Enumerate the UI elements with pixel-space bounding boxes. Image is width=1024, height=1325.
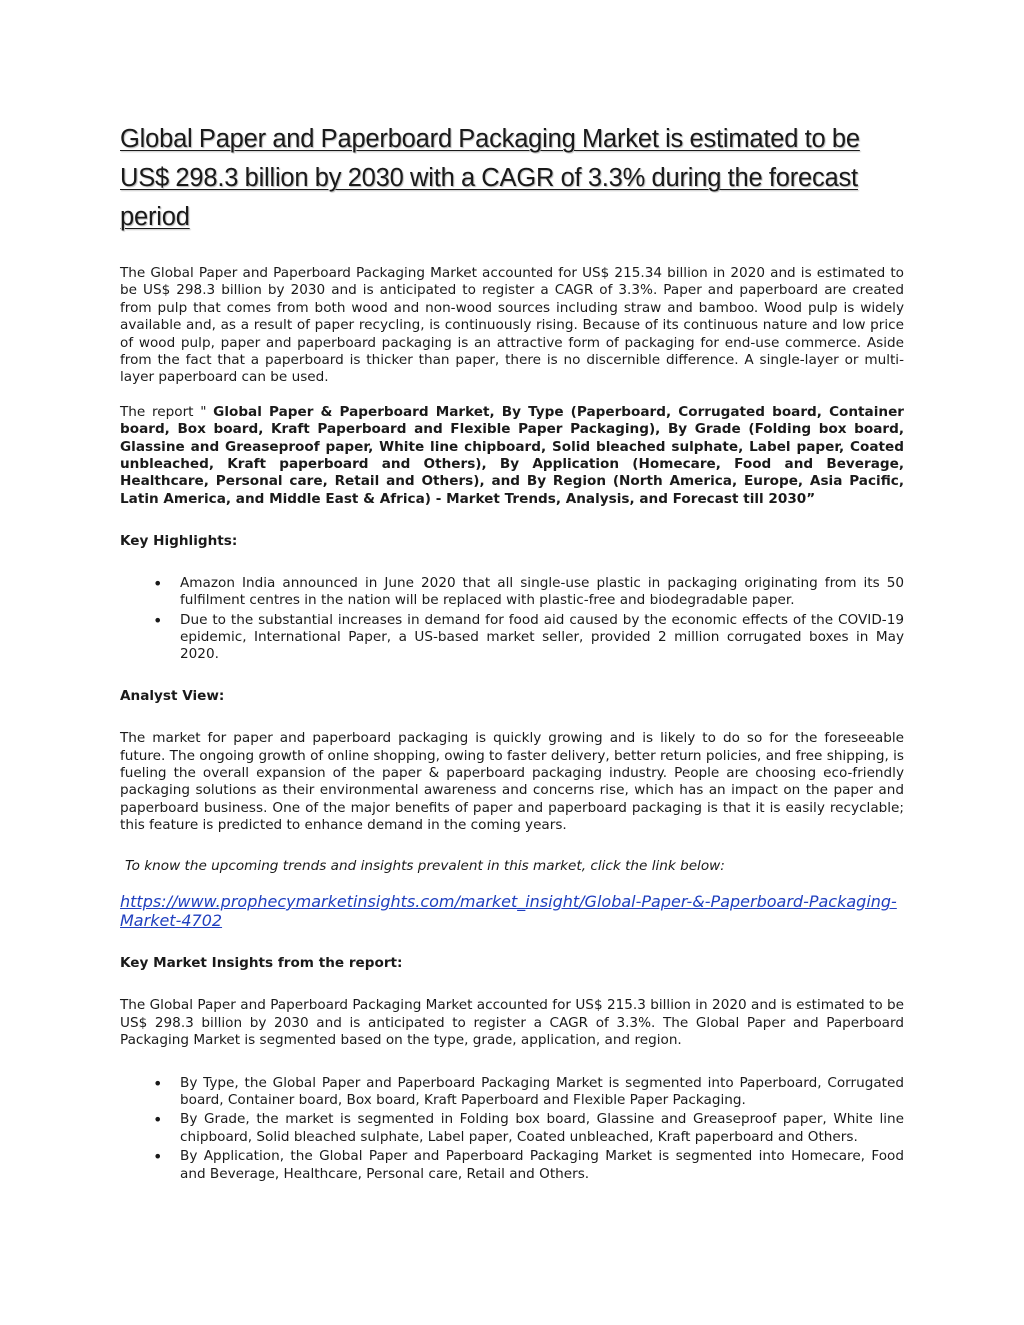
bullet-icon: • [153,573,163,593]
document-page [120,120,904,1207]
page-title: Global Paper and Paperboard Packaging Market is estimated to be US$ 298.3 billion by 2030 with a CAGR of 3.3% during the forecast period [120,125,860,231]
key-highlights-list [120,575,904,664]
report-paragraph [120,404,904,508]
key-insights-paragraph: The Global Paper and Paperboard Packaging Market accounted for US$ 215.3 billion in 2020 and is estimated to be US$ 298.3 billion by 2030 and is anticipated to register a CAGR of 3.3%. The Global Paper and Paperboard Packaging Market is segmented based on the type, grade, application, and region. [120,997,904,1049]
list-item-text: Due to the substantial increases in demand for food aid caused by the economic effects of the COVID-19 epidemic, International Paper, a US-based market seller, provided 2 million corrugated boxes in May 2020. [180,611,904,663]
bullet-icon: • [153,1073,163,1093]
list-item-text: By Type, the Global Paper and Paperboard Packaging Market is segmented into Paperboard, Corrugated board, Container board, Box board, Kraft Paperboard and Flexible Paper Packaging. [180,1074,904,1108]
list-item [153,1110,904,1146]
report-prefix: The report " [120,403,214,420]
key-insights-list [120,1075,904,1183]
report-name: Global Paper & Paperboard Market, By Type (Paperboard, Corrugated board, Container board, Box board, Kraft Paperboard and Flexible Paper Packaging), By Grade (Folding box board, Glassine and Greaseproof paper, White line chipboard, Solid bleached sulphate, Label paper, Coated unbleached, Kraft paperboard and Others), By Application (Homecare, Food and Beverage, Healthcare, Personal care, Retail and Others), and By Region (North America, Europe, Asia Pacific, Latin America, and Middle East & Africa) - Market Trends, Analysis, and Forecast till 2030” [120,403,904,507]
cta-text: To know the upcoming trends and insights prevalent in this market, click the link below: [125,857,725,874]
analyst-view-heading: Analyst View: [120,687,225,704]
list-item [153,1147,904,1183]
key-highlights-heading: Key Highlights: [120,533,238,550]
list-item [153,573,904,610]
analyst-view-paragraph: The market for paper and paperboard packaging is quickly growing and is likely to do so for the foreseeable future. The ongoing growth of online shopping, owing to faster delivery, better return policies, and free shipping, is fueling the overall expansion of the paper & paperboard packaging industry. People are choosing eco-friendly packaging solutions as their environmental awareness and concerns rise, which has an impact on the paper and paperboard business. One of the major benefits of paper and paperboard packaging is that it is easily recyclable; this feature is predicted to enhance demand in the coming years. [120,730,904,834]
list-item [153,1073,904,1110]
list-item-text: Amazon India announced in June 2020 that all single-use plastic in packaging originating from its 50 fulfilment centres in the nation will be replaced with plastic-free and biodegradable paper. [180,574,904,609]
bullet-icon: • [153,610,163,630]
list-item [153,610,904,664]
intro-paragraph: The Global Paper and Paperboard Packaging Market accounted for US$ 215.34 billion in 2020 and is estimated to be US$ 298.3 billion by 2030 and is anticipated to register a CAGR of 3.3%. Paper and paperboard are created from pulp that comes from both wood and non-wood sources including straw and bamboo. Wood pulp is widely available and, as a result of paper recycling, is continuously rising. Because of its continuous nature and low price of wood pulp, paper and paperboard packaging is an attractive form of packaging for end-use commerce. Aside from the fact that a paperboard is thicker than paper, there is no discernible difference. A single-layer or multi-layer paperboard can be used. [120,265,904,386]
key-insights-heading: Key Market Insights from the report: [120,954,403,971]
list-item-text: By Grade, the market is segmented in Folding box board, Glassine and Greaseproof paper, White line chipboard, Solid bleached sulphate, Label paper, Coated unbleached, Kraft paperboard and Others. [180,1111,904,1145]
bullet-icon: • [153,1147,163,1167]
list-item-text: By Application, the Global Paper and Paperboard Packaging Market is segmented into Homecare, Food and Beverage, Healthcare, Personal care, Retail and Others. [180,1148,904,1182]
bullet-icon: • [153,1110,163,1130]
report-link[interactable]: https://www.prophecymarketinsights.com/market_insight/Global-Paper-&-Paperboard-Packaging-Market-4702 [120,891,897,930]
